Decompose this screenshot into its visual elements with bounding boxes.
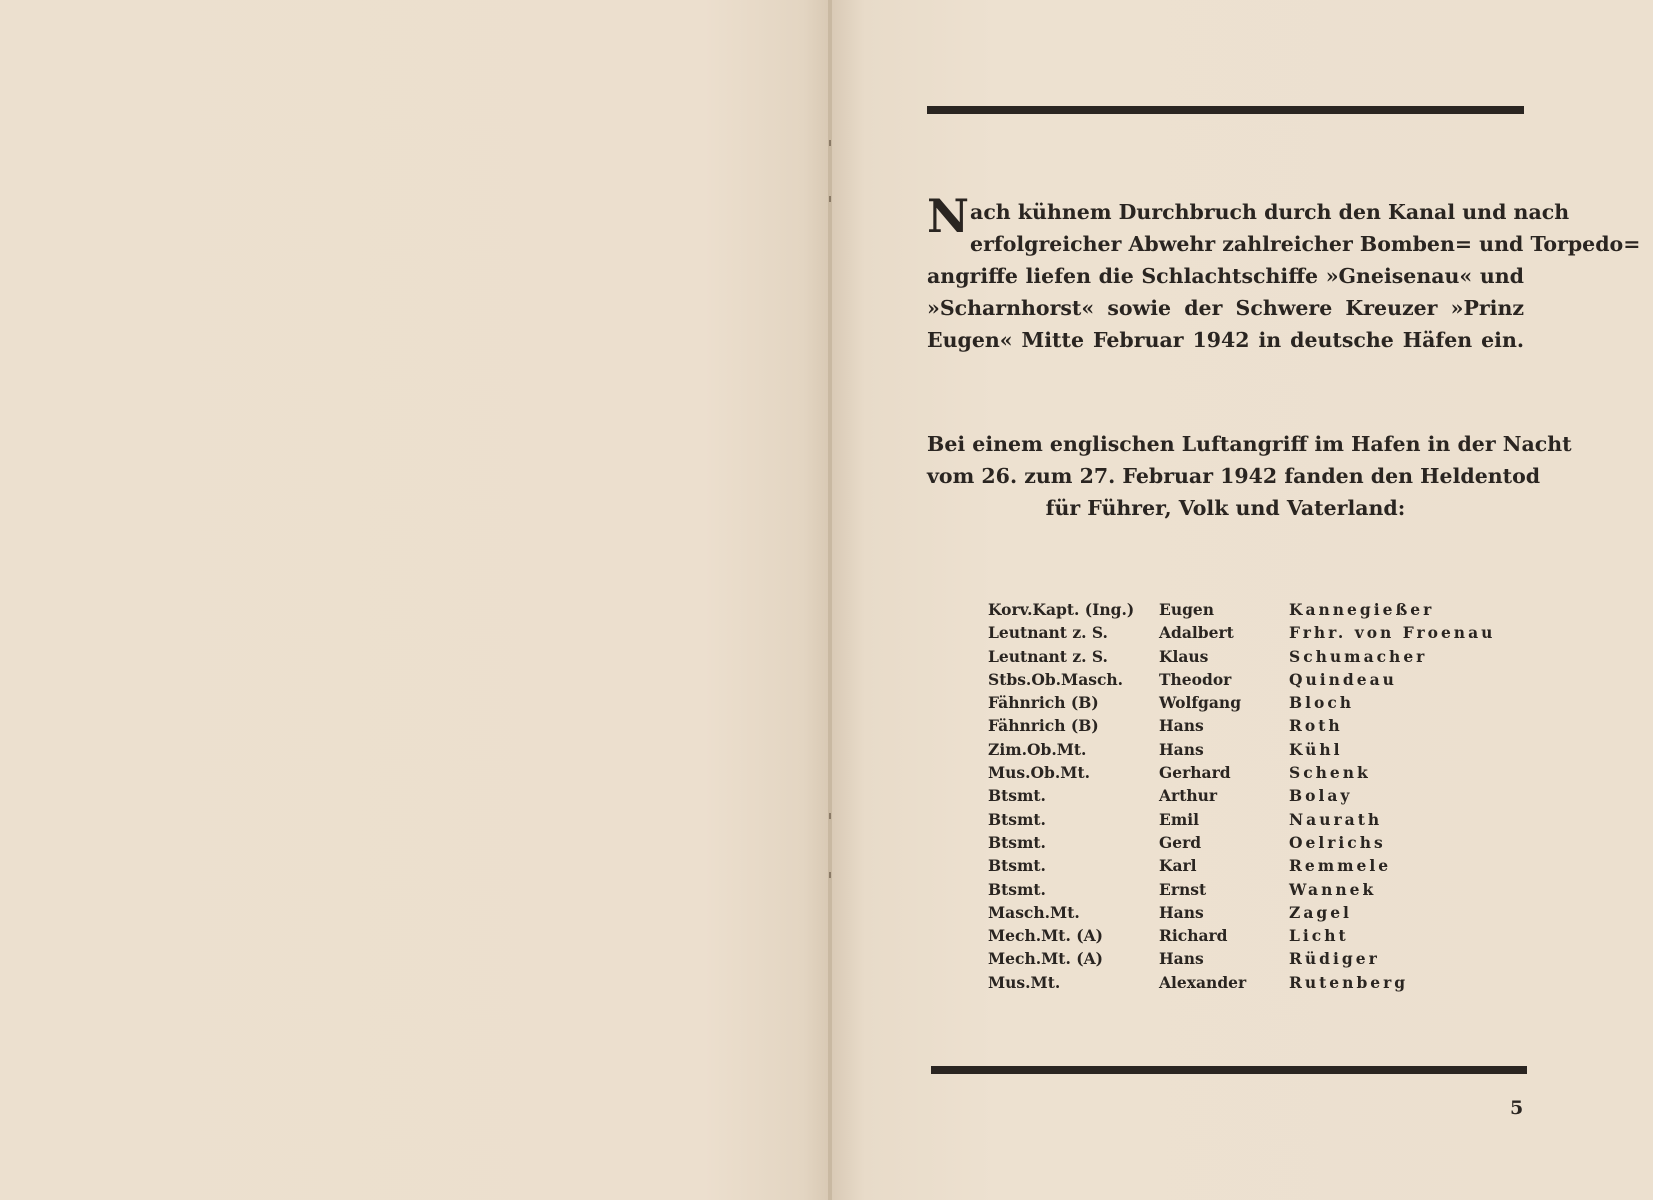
roster-row [988, 971, 1508, 994]
roster-last-name: Oelrichs [1289, 832, 1386, 852]
binding-stitch [829, 196, 831, 202]
roster-row [988, 738, 1508, 761]
intro-line: »Scharnhorst« sowie der Schwere Kreuzer »Prinz [927, 296, 1524, 320]
roster-rank: Btsmt. [988, 856, 1046, 876]
binding-stitch [829, 140, 831, 146]
roster-first-name: Ernst [1159, 879, 1207, 899]
roster-first-name: Richard [1159, 926, 1228, 946]
memorial-heading [927, 428, 1572, 524]
roster-row [988, 808, 1508, 831]
casualty-roster [988, 598, 1508, 994]
roster-rank: Btsmt. [988, 832, 1046, 852]
roster-first-name: Hans [1159, 716, 1204, 736]
roster-row [988, 645, 1508, 668]
roster-last-name: Zagel [1289, 902, 1352, 922]
roster-first-name: Eugen [1159, 600, 1215, 619]
roster-last-name: Roth [1289, 716, 1343, 736]
roster-rank: Mus.Ob.Mt. [988, 763, 1090, 783]
roster-rank: Fähnrich (B) [988, 716, 1099, 736]
roster-last-name: Rüdiger [1289, 949, 1380, 969]
roster-rank: Btsmt. [988, 809, 1046, 829]
roster-last-name: Naurath [1289, 809, 1383, 829]
roster-rank: Mech.Mt. (A) [988, 926, 1103, 946]
roster-rank: Zim.Ob.Mt. [988, 739, 1087, 759]
roster-last-name: Bloch [1289, 693, 1355, 713]
roster-row [988, 901, 1508, 924]
roster-rank: Leutnant z. S. [988, 623, 1108, 643]
roster-rank: Fähnrich (B) [988, 693, 1099, 713]
memorial-line: Bei einem englischen Luftangriff im Hafen in der Nacht [927, 432, 1572, 456]
roster-row [988, 691, 1508, 714]
roster-row [988, 598, 1508, 621]
binding-stitch [829, 813, 831, 819]
roster-row [988, 761, 1508, 784]
roster-rank: Btsmt. [988, 879, 1046, 899]
roster-rank: Mech.Mt. (A) [988, 949, 1103, 969]
roster-last-name: Schenk [1289, 763, 1371, 783]
roster-rank: Stbs.Ob.Masch. [988, 669, 1124, 689]
roster-row [988, 831, 1508, 854]
intro-line: angriffe liefen die Schlachtschiffe »Gneisenau« und [927, 264, 1524, 288]
roster-first-name: Hans [1159, 949, 1204, 969]
roster-first-name: Wolfgang [1159, 693, 1242, 713]
intro-line: ach kühnem Durchbruch durch den Kanal und nach [970, 200, 1570, 224]
roster-last-name: Schumacher [1289, 646, 1428, 666]
memorial-line: vom 26. zum 27. Februar 1942 fanden den Heldentod [927, 464, 1541, 488]
drop-cap: N [927, 189, 970, 243]
roster-row [988, 947, 1508, 970]
roster-first-name: Klaus [1159, 646, 1209, 666]
roster-rank: Leutnant z. S. [988, 646, 1108, 666]
roster-last-name: Remmele [1289, 856, 1392, 876]
roster-row [988, 878, 1508, 901]
roster-last-name: Rutenberg [1289, 972, 1409, 992]
roster-first-name: Alexander [1159, 972, 1247, 992]
roster-rank: Masch.Mt. [988, 902, 1080, 922]
roster-row [988, 854, 1508, 877]
roster-row [988, 668, 1508, 691]
roster-row [988, 621, 1508, 644]
roster-row [988, 784, 1508, 807]
memorial-line: für Führer, Volk und Vaterland: [1045, 496, 1406, 520]
roster-first-name: Gerd [1159, 832, 1202, 852]
roster-row [988, 714, 1508, 737]
intro-line: Eugen« Mitte Februar 1942 in deutsche Häfen ein. [927, 328, 1524, 352]
roster-first-name: Arthur [1159, 786, 1218, 806]
roster-last-name: Frhr. von Froenau [1289, 623, 1496, 643]
roster-first-name: Adalbert [1159, 623, 1234, 643]
roster-row [988, 924, 1508, 947]
roster-first-name: Gerhard [1159, 763, 1231, 783]
roster-last-name: Kannegießer [1289, 600, 1435, 619]
bottom-rule [931, 1066, 1527, 1074]
roster-rank: Mus.Mt. [988, 972, 1061, 992]
intro-paragraph [927, 189, 1641, 356]
roster-last-name: Bolay [1289, 786, 1353, 806]
binding-stitch [829, 872, 831, 878]
roster-first-name: Theodor [1159, 669, 1232, 689]
roster-first-name: Hans [1159, 902, 1204, 922]
intro-line: erfolgreicher Abwehr zahlreicher Bomben= und Torpedo= [970, 232, 1641, 256]
roster-rank: Btsmt. [988, 786, 1046, 806]
page-number: 5 [1510, 1097, 1524, 1119]
roster-last-name: Wannek [1289, 879, 1377, 899]
roster-rank: Korv.Kapt. (Ing.) [988, 600, 1135, 619]
roster-last-name: Quindeau [1289, 669, 1397, 689]
roster-first-name: Hans [1159, 739, 1204, 759]
roster-first-name: Emil [1159, 809, 1199, 829]
top-rule [927, 106, 1524, 114]
roster-first-name: Karl [1159, 856, 1197, 876]
roster-last-name: Kühl [1289, 739, 1343, 759]
roster-last-name: Licht [1289, 926, 1349, 946]
